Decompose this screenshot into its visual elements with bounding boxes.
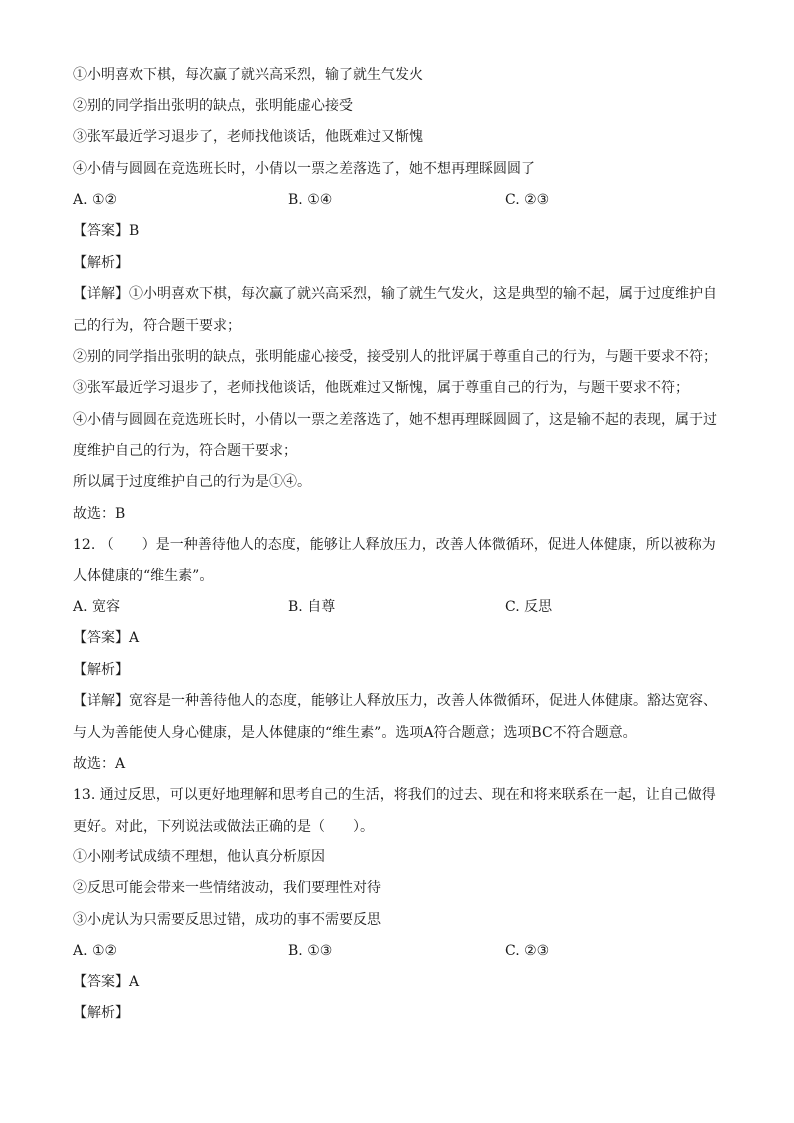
q11-option-c: C. ②③ xyxy=(505,192,550,208)
q12-explanation-line-1: 【详解】宽容是一种善待他人的态度，能够让人释放压力，改善人体微循环，促进人体健康。豁达宽容、 xyxy=(73,693,717,709)
q11-statement-3: ③张军最近学习退步了，老师找他谈话，他既难过又惭愧 xyxy=(73,129,423,145)
q11-explanation-line-2: 己的行为，符合题干要求； xyxy=(73,318,241,334)
q13-stem-line-2: 更好。对此，下列说法或做法正确的是（ ）。 xyxy=(73,819,374,835)
q11-choice: 故选：B xyxy=(73,506,126,522)
q11-option-a: A. ①② xyxy=(73,192,118,208)
q13-analysis-heading: 【解析】 xyxy=(73,1005,129,1021)
q12-option-c: C. 反思 xyxy=(505,599,553,615)
q12-analysis-heading: 【解析】 xyxy=(73,662,129,678)
q12-choice: 故选：A xyxy=(73,756,126,772)
q13-option-b: B. ①③ xyxy=(288,943,333,959)
q12-stem-line-2: 人体健康的“维生素”。 xyxy=(73,568,214,584)
q11-conclusion: 所以属于过度维护自己的行为是①④。 xyxy=(73,474,311,490)
q11-statement-4: ④小倩与圆圆在竞选班长时，小倩以一票之差落选了，她不想再理睬圆圆了 xyxy=(73,161,535,177)
q13-answer: 【答案】A xyxy=(73,974,140,990)
q11-explanation-line-1: 【详解】①小明喜欢下棋，每次赢了就兴高采烈，输了就生气发火，这是典型的输不起，属于过度维护自 xyxy=(73,286,717,302)
q11-explanation-line-6: 度维护自己的行为，符合题干要求； xyxy=(73,443,297,459)
q11-analysis-heading: 【解析】 xyxy=(73,255,129,271)
q12-option-b: B. 自尊 xyxy=(288,599,336,615)
q13-statement-3: ③小虎认为只需要反思过错，成功的事不需要反思 xyxy=(73,912,381,928)
q12-explanation-line-2: 与人为善能使人身心健康，是人体健康的“维生素”。选项A符合题意；选项BC不符合题意。 xyxy=(73,725,637,741)
q13-statement-2: ②反思可能会带来一些情绪波动，我们要理性对待 xyxy=(73,880,381,896)
q11-statement-1: ①小明喜欢下棋，每次赢了就兴高采烈，输了就生气发火 xyxy=(73,67,423,83)
q11-option-b: B. ①④ xyxy=(288,192,333,208)
q13-statement-1: ①小刚考试成绩不理想，他认真分析原因 xyxy=(73,849,325,865)
q11-explanation-line-4: ③张军最近学习退步了，老师找他谈话，他既难过又惭愧，属于尊重自己的行为，与题干要求不符； xyxy=(73,380,689,396)
q11-explanation-line-3: ②别的同学指出张明的缺点，张明能虚心接受，接受别人的批评属于尊重自己的行为，与题干要求不符； xyxy=(73,349,717,365)
q11-explanation-line-5: ④小倩与圆圆在竞选班长时，小倩以一票之差落选了，她不想再理睬圆圆了，这是输不起的表现，属于过 xyxy=(73,412,717,428)
q12-stem-line-1: 12. （ ）是一种善待他人的态度，能够让人释放压力，改善人体微循环，促进人体健康，所以被称为 xyxy=(73,537,716,553)
q13-stem-line-1: 13. 通过反思，可以更好地理解和思考自己的生活，将我们的过去、现在和将来联系在一起，让自己做得 xyxy=(73,787,716,803)
q12-answer: 【答案】A xyxy=(73,630,140,646)
q11-statement-2: ②别的同学指出张明的缺点，张明能虚心接受 xyxy=(73,98,353,114)
q13-option-c: C. ②③ xyxy=(505,943,550,959)
q11-answer: 【答案】B xyxy=(73,223,140,239)
q12-option-a: A. 宽容 xyxy=(73,599,121,615)
q13-option-a: A. ①② xyxy=(73,943,118,959)
